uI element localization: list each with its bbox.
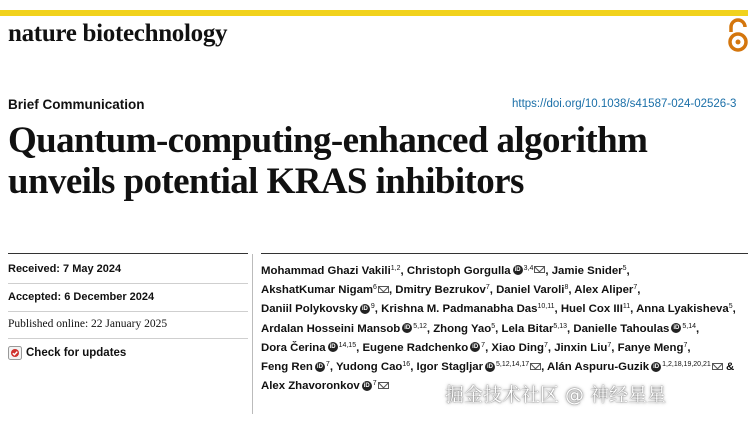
author-name-text: Zhong Yao	[433, 322, 492, 335]
orcid-icon[interactable]: iD	[487, 363, 494, 370]
affiliation-superscript: 1,2	[390, 265, 401, 272]
author-name[interactable]	[362, 342, 488, 354]
left-divider	[8, 253, 248, 254]
author-separator: ,	[611, 341, 615, 354]
orcid-icon[interactable]: iD	[361, 305, 368, 312]
author-name[interactable]	[636, 303, 736, 315]
author-name[interactable]	[336, 361, 413, 373]
received-date: Received: 7 May 2024	[8, 263, 122, 275]
affiliation-superscript: 5	[491, 322, 496, 330]
accepted-date: Accepted: 6 December 2024	[8, 291, 155, 303]
article-title	[8, 120, 743, 202]
email-icon[interactable]	[712, 363, 723, 370]
check-for-updates-icon	[8, 346, 22, 360]
author-name-text: Christoph Gorgulla	[406, 265, 511, 277]
email-icon[interactable]	[378, 286, 389, 293]
author-name-text: Mohammad Ghazi Vakili	[261, 265, 391, 277]
author-name[interactable]	[547, 361, 734, 373]
author-name[interactable]	[574, 284, 640, 296]
orcid-icon[interactable]: iD	[472, 344, 479, 351]
affiliation-superscript: 5,12,14,17	[496, 361, 530, 369]
check-for-updates-button[interactable]	[8, 346, 126, 360]
author-name[interactable]	[496, 284, 571, 296]
affiliation-superscript: 7	[481, 341, 486, 349]
author-separator: ,	[374, 303, 378, 316]
author-name-text: Jinxin Liu	[554, 341, 608, 354]
author-separator: ,	[626, 265, 630, 277]
orcid-icon[interactable]: iD	[673, 325, 680, 332]
affiliation-superscript: 5,13	[553, 322, 568, 330]
right-divider	[261, 253, 748, 254]
affiliation-superscript: 5,12	[413, 322, 427, 330]
author-separator: ,	[426, 322, 431, 335]
author-name[interactable]	[261, 284, 392, 296]
author-name[interactable]	[381, 303, 558, 315]
author-name[interactable]	[573, 323, 699, 335]
author-name-text: Krishna M. Padmanabha Das	[381, 303, 538, 316]
meta-separator	[8, 338, 248, 339]
author-separator: ,	[541, 361, 545, 374]
author-separator: ,	[485, 341, 489, 354]
author-name[interactable]	[491, 342, 551, 354]
author-name[interactable]	[261, 265, 404, 277]
author-name[interactable]	[261, 323, 430, 335]
author-name-text: Igor Stagljar	[416, 361, 484, 374]
affiliation-superscript: 5,14	[682, 322, 697, 330]
author-separator: ,	[567, 322, 571, 335]
affiliation-superscript: 5	[728, 303, 733, 311]
author-name-text: Dora Čerina	[261, 341, 326, 354]
author-name-text: Eugene Radchenko	[362, 341, 469, 354]
affiliation-superscript: 7	[485, 284, 490, 292]
orcid-icon[interactable]: iD	[329, 344, 336, 351]
doi-link[interactable]: https://doi.org/10.1038/s41587-024-02526-3	[512, 98, 737, 110]
affiliation-superscript: 7	[607, 341, 612, 349]
orcid-icon[interactable]: iD	[363, 382, 370, 389]
email-icon[interactable]	[534, 266, 545, 273]
open-access-icon	[726, 18, 748, 54]
meta-separator	[8, 311, 248, 312]
author-name[interactable]	[501, 323, 570, 335]
affiliation-superscript: 10,11	[537, 303, 555, 311]
author-name-text: Xiao Ding	[491, 341, 544, 354]
affiliation-superscript: 16	[402, 361, 411, 369]
author-name-text: Daniil Polykovsky	[261, 303, 358, 316]
affiliation-superscript: 7	[633, 284, 638, 292]
author-separator: ,	[568, 284, 572, 297]
email-icon[interactable]	[530, 363, 541, 370]
affiliation-superscript: 7	[543, 341, 548, 349]
author-separator: ,	[329, 361, 333, 374]
author-name-text: Anna Lyakisheva	[636, 303, 729, 316]
author-name[interactable]	[417, 361, 545, 373]
author-name[interactable]	[395, 284, 493, 296]
affiliation-superscript: 11	[622, 303, 631, 311]
author-separator: ,	[410, 361, 414, 374]
author-separator: ,	[630, 303, 634, 316]
author-name-text: Dmitry Bezrukov	[395, 284, 486, 297]
author-list	[261, 262, 741, 396]
author-name[interactable]	[261, 342, 359, 354]
author-name[interactable]	[561, 303, 633, 315]
author-separator: ,	[547, 341, 552, 354]
author-separator: ,	[732, 303, 736, 316]
author-name-text: Fanye Meng	[617, 341, 684, 354]
author-separator: ,	[495, 322, 499, 335]
orcid-icon[interactable]: iD	[316, 363, 323, 370]
author-name-text: Yudong Cao	[335, 361, 403, 374]
author-name[interactable]	[261, 380, 389, 392]
affiliation-superscript: 7	[372, 380, 377, 388]
email-icon[interactable]	[378, 382, 389, 389]
author-name-text: Alex Zhavoronkov	[261, 380, 360, 393]
author-name[interactable]	[261, 361, 333, 373]
published-date: Published online: 22 January 2025	[8, 318, 168, 330]
author-name-text: Huel Cox III	[560, 303, 623, 316]
author-name-text: Alán Aspuru-Guzik	[547, 361, 650, 374]
affiliation-superscript: 9	[370, 303, 375, 311]
affiliation-superscript: 1,2,18,19,20,21	[662, 361, 711, 369]
author-name-text: AkshatKumar Nigam	[261, 284, 374, 297]
author-name-text: Jamie Snider	[551, 265, 623, 277]
affiliation-superscript: 14,15	[338, 341, 357, 349]
author-name[interactable]	[261, 303, 378, 315]
author-separator: ,	[545, 265, 549, 277]
author-name[interactable]	[552, 265, 630, 277]
author-name[interactable]	[433, 323, 498, 335]
author-name[interactable]	[407, 265, 549, 277]
author-name-text: Feng Ren	[261, 361, 313, 374]
author-separator: ,	[637, 284, 641, 297]
affiliation-superscript: 7	[683, 341, 688, 349]
column-divider	[252, 254, 253, 414]
watermark: 掘金技术社区 @ 神经星星	[445, 384, 667, 406]
author-name-text: Danielle Tahoulas	[573, 322, 670, 335]
affiliation-superscript: 6	[373, 284, 377, 292]
author-separator: &	[722, 361, 735, 374]
orcid-icon[interactable]: iD	[653, 363, 660, 370]
author-name-text: Alex Aliper	[574, 284, 634, 297]
author-separator: ,	[400, 265, 404, 277]
author-separator: ,	[687, 341, 691, 354]
article-title-line-1: Quantum-computing-enhanced algorithm	[8, 120, 648, 161]
meta-separator	[8, 283, 248, 284]
affiliation-superscript: 5	[622, 265, 627, 272]
author-separator: ,	[489, 284, 493, 297]
article-title-line-2: unveils potential KRAS inhibitors	[8, 161, 524, 202]
author-name-text: Ardalan Hosseini Mansob	[261, 322, 401, 335]
orcid-icon[interactable]: iD	[514, 267, 521, 274]
affiliation-superscript: 7	[325, 361, 330, 369]
orcid-icon[interactable]: iD	[404, 325, 411, 332]
affiliation-superscript: 8	[564, 284, 569, 292]
author-separator: ,	[356, 341, 360, 354]
journal-accent-bar	[0, 10, 748, 16]
author-separator: ,	[696, 322, 700, 335]
author-name-text: Daniel Varoli	[496, 284, 565, 297]
author-separator: ,	[554, 303, 558, 316]
author-separator: ,	[388, 284, 393, 297]
article-type: Brief Communication	[8, 97, 145, 112]
journal-name[interactable]: nature biotechnology	[8, 20, 228, 47]
author-name[interactable]	[618, 342, 691, 354]
author-name[interactable]	[554, 342, 614, 354]
affiliation-superscript: 3,4	[523, 265, 534, 272]
check-for-updates-label: Check for updates	[26, 347, 127, 359]
author-name-text: Lela Bitar	[501, 322, 554, 335]
